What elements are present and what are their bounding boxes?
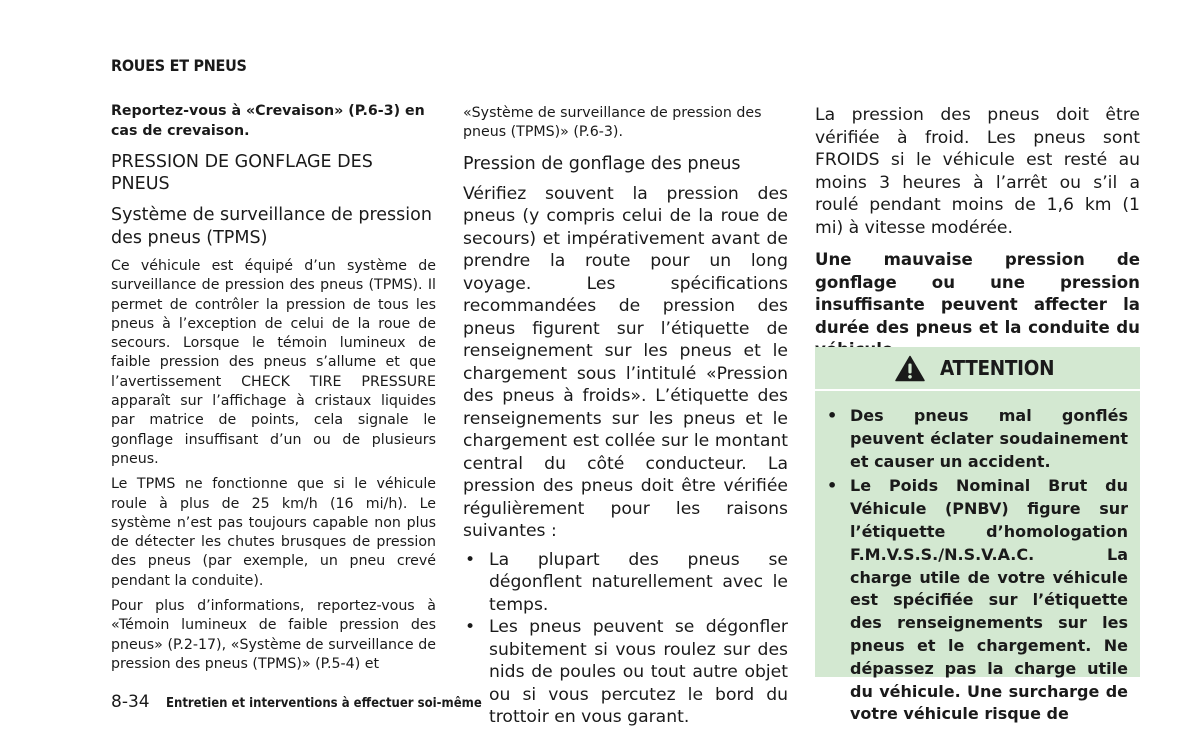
attention-title: ATTENTION xyxy=(940,356,1055,380)
tpms-paragraph-1: Ce véhicule est équipé d’un système de surveillance de pression des pneus (TPMS). Il permet de contrôler la pression de tous les pneus à l’exception de celui de la roue de secours. Lorsque le témoin lumineux de faible pression des pneus s’allume et que l’avertissement CHECK TIRE PRESSURE apparaît sur l’affichage à cristaux liquides par matrice de points, cela signale le gonflage insuffisant d’un ou de plusieurs pneus. xyxy=(111,258,436,467)
attention-box xyxy=(815,347,1140,724)
list-item xyxy=(463,549,788,617)
bullet-icon: • xyxy=(465,617,476,638)
tpms-paragraph-3: Pour plus d’informations, reportez-vous à «Témoin lumineux de faible pression des pneus» (P.2-17), «Système de surveillance de pression des pneus (TPMS)» (P.5-4) et xyxy=(111,598,436,672)
bullet-icon: • xyxy=(827,406,838,425)
cold-check-paragraph: La pression des pneus doit être vérifiée à froid. Les pneus sont FROIDS si le véhicule est resté au moins 3 heures à l’arrêt ou s’il a roulé pendant moins de 1,6 km (1 mi) à vitesse modérée. xyxy=(815,105,1140,238)
inflation-paragraph: Vérifiez souvent la pression des pneus (y compris celui de la roue de secours) et impérativement avant de prendre la route pour un long voyage. Les spécifications recommandées de pression des pneus figurent sur l’étiquette de renseignement sur les pneus et le chargement sous l’intitulé «Pression des pneus à froids». L’étiquette des renseignements sur les pneus et le chargement est collée sur le montant central du côté conducteur. La pression des pneus doit être vérifiée régulièrement pour les raisons suivantes : xyxy=(463,183,788,542)
bullet-icon: • xyxy=(465,549,476,570)
column-left xyxy=(111,102,436,674)
page-number: 8-34 xyxy=(111,692,150,712)
pressure-warning-bold: Une mauvaise pression de gonflage ou une pression insuffisante peuvent affecter la durée des pneus et la conduite du xyxy=(815,250,1140,337)
chapter-title: Entretien et interventions à effectuer soi-même xyxy=(166,696,483,711)
section-title: PRESSION DE GONFLAGE DES PNEUS xyxy=(111,152,373,194)
column-right xyxy=(815,104,1140,362)
inflation-heading: Pression de gonflage des pneus xyxy=(463,153,741,174)
list-item xyxy=(825,405,1128,473)
list-item-text: Les pneus peuvent se dégonfler subitement si vous roulez sur des nids de poules ou tout autre objet ou si vous percutez le bord du trottoir en vous garant. xyxy=(489,617,788,728)
list-item-text: Le Poids Nominal Brut du Véhicule (PNBV) figure sur l’étiquette d’homologation F.M.V.S.S./N.S.V.A.C. La charge utile de votre véhicule est spécifiée sur l’étiquette des renseignements sur les pneus et le chargement. Ne dépassez pas la charge utile du véhicule. Une surcharge de votre véhicule risque de xyxy=(850,476,1128,724)
list-item-text: Des pneus mal gonflés peuvent éclater soudainement et causer un accident. xyxy=(850,406,1128,471)
list-item xyxy=(825,475,1128,726)
section-header: ROUES ET PNEUS xyxy=(111,56,247,75)
tpms-paragraph-2: Le TPMS ne fonctionne que si le véhicule roule à plus de 25 km/h (16 mi/h). Le système n’est pas toujours capable non plus de détecter les chutes brusques de pression des pneus (par exemple, un pneu crevé pendant la conduite). xyxy=(111,476,436,589)
subsection-title: Système de surveillance de pression des pneus (TPMS) xyxy=(111,205,432,248)
attention-header xyxy=(815,347,1140,391)
bullet-icon: • xyxy=(827,476,838,496)
list-item-text: La plupart des pneus se dégonflent naturellement avec le temps. xyxy=(489,549,788,615)
warning-triangle-icon xyxy=(895,355,925,382)
tpms-continued: «Système de surveillance de pression des pneus (TPMS)» (P.6-3). xyxy=(463,105,762,141)
page-footer xyxy=(111,692,517,712)
column-middle xyxy=(463,104,788,729)
crevaison-reference: Reportez-vous à «Crevaison» (P.6-3) en cas de crevaison. xyxy=(111,103,425,139)
attention-list xyxy=(815,405,1140,726)
